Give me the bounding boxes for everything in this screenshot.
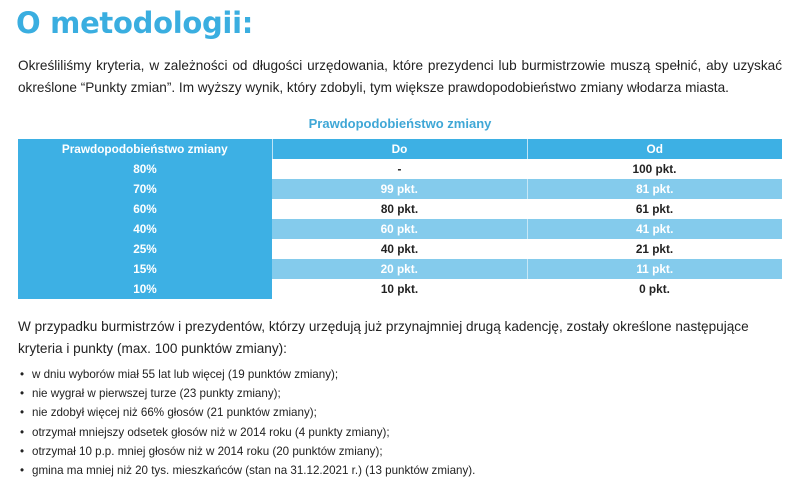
- criterion-text: nie wygrał w pierwszej turze (23 punkty zmiany);: [32, 387, 281, 401]
- od-cell: 21 pkt.: [527, 239, 782, 259]
- table-row: [18, 219, 782, 239]
- page-title: O metodologii:: [16, 6, 254, 40]
- criterion-text: otrzymał 10 p.p. mniej głosów niż w 2014 roku (20 punktów zmiany);: [32, 444, 383, 458]
- list-item: [18, 403, 475, 422]
- probability-cell: 70%: [18, 179, 272, 199]
- list-item: [18, 442, 475, 461]
- do-cell: 99 pkt.: [272, 179, 527, 199]
- table-row: [18, 239, 782, 259]
- od-cell: 100 pkt.: [527, 159, 782, 179]
- header-od: Od: [527, 139, 782, 159]
- do-cell: -: [272, 159, 527, 179]
- do-cell: 80 pkt.: [272, 199, 527, 219]
- list-item: [18, 365, 475, 384]
- list-item: [18, 461, 475, 480]
- intro-paragraph: Określiliśmy kryteria, w zależności od długości urzędowania, które prezydenci lub burmistrzowie muszą spełnić, aby uzyskać określone “Punkty zmian”. Im wyższy wynik, który zdobyli, tym większe prawdopodobieństwo zmiany włodarza miasta.: [18, 58, 782, 95]
- probability-cell: 15%: [18, 259, 272, 279]
- criterion-text: otrzymał mniejszy odsetek głosów niż w 2014 roku (4 punkty zmiany);: [32, 425, 390, 439]
- table-row: [18, 179, 782, 199]
- header-do: Do: [272, 139, 527, 159]
- do-cell: 20 pkt.: [272, 259, 527, 279]
- bullet-icon: •: [20, 387, 25, 401]
- probability-cell: 40%: [18, 219, 272, 239]
- probability-cell: 10%: [18, 279, 272, 299]
- table-row: [18, 259, 782, 279]
- table-header-row: [18, 139, 782, 159]
- table-row: [18, 279, 782, 299]
- od-cell: 0 pkt.: [527, 279, 782, 299]
- bullet-icon: •: [20, 368, 25, 381]
- bullet-icon: •: [20, 425, 25, 439]
- criteria-intro-paragraph: W przypadku burmistrzów i prezydentów, którzy urzędują już przynajmniej drugą kadencję, zostały określone następujące kryteria i punkty (max. 100 punktów zmiany):: [18, 319, 749, 356]
- criteria-list: [18, 365, 475, 480]
- probability-table: [18, 139, 782, 299]
- table-row: [18, 159, 782, 179]
- do-cell: 10 pkt.: [272, 279, 527, 299]
- list-item: [18, 384, 475, 403]
- do-cell: 40 pkt.: [272, 239, 527, 259]
- od-cell: 61 pkt.: [527, 199, 782, 219]
- probability-cell: 25%: [18, 239, 272, 259]
- probability-cell: 80%: [18, 159, 272, 179]
- od-cell: 81 pkt.: [527, 179, 782, 199]
- od-cell: 11 pkt.: [527, 259, 782, 279]
- probability-cell: 60%: [18, 199, 272, 219]
- bullet-icon: •: [20, 406, 25, 420]
- do-cell: 60 pkt.: [272, 219, 527, 239]
- bullet-icon: •: [20, 444, 25, 458]
- od-cell: 41 pkt.: [527, 219, 782, 239]
- table-row: [18, 199, 782, 219]
- bullet-icon: •: [20, 463, 25, 477]
- criterion-text: gmina ma mniej niż 20 tys. mieszkańców (stan na 31.12.2021 r.) (13 punktów zmiany).: [32, 463, 476, 477]
- criterion-text: w dniu wyborów miał 55 lat lub więcej (19 punktów zmiany);: [32, 368, 339, 381]
- list-item: [18, 423, 475, 442]
- criterion-text: nie zdobył więcej niż 66% głosów (21 punktów zmiany);: [32, 406, 317, 420]
- table-caption: Prawdopodobieństwo zmiany: [308, 116, 492, 131]
- header-probability: Prawdopodobieństwo zmiany: [18, 139, 272, 159]
